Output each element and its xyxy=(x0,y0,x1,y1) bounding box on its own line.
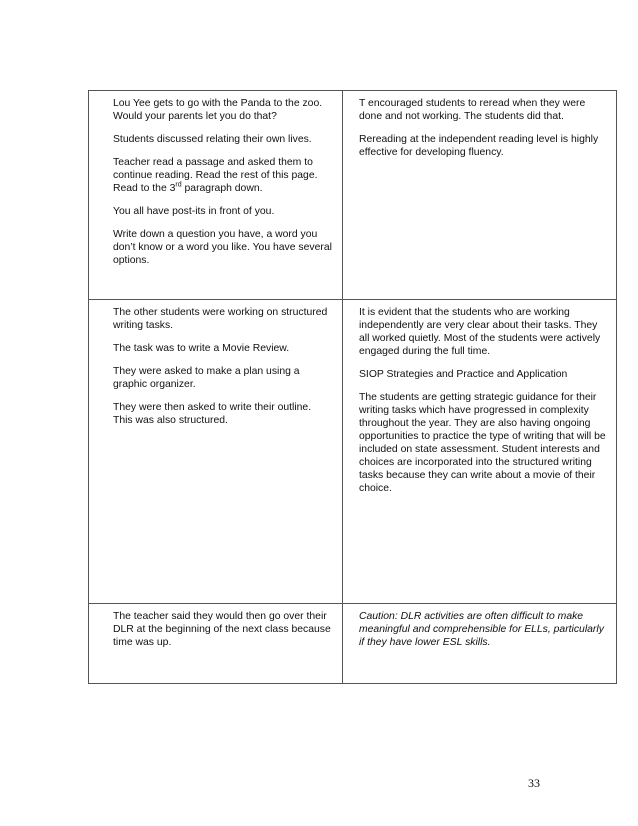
ordinal-suffix: rd xyxy=(175,181,182,189)
observation-notes-table xyxy=(88,90,617,684)
note-paragraph: The task was to write a Movie Review. xyxy=(113,343,290,354)
page-number: 33 xyxy=(528,776,540,790)
note-text: paragraph down. xyxy=(181,183,263,194)
note-paragraph: Lou Yee gets to go with the Panda to the zoo. Would your parents let you do that? xyxy=(113,98,323,122)
caution-note: Caution: DLR activities are often difficult to make meaningful and comprehensible for ELLs, particularly if they have lower ESL skills. xyxy=(359,611,604,648)
note-paragraph: Write down a question you have, a word you don’t know or a word you like. You have several options. xyxy=(113,229,332,266)
observation-cell xyxy=(89,604,343,684)
comment-paragraph: T encouraged students to reread when they were done and not working. The students did that. xyxy=(359,98,586,122)
note-text: Teacher read a passage and asked them to continue reading. Read the rest of this page. Read to the 3 xyxy=(113,157,318,194)
comment-paragraph: The students are getting strategic guidance for their writing tasks which have progressed in complexity throughout the year. They are also having ongoing opportunities to practice the type of writing that will be included on state assessment. Student interests and choices are incorporated into the structured writing tasks because they can write about a movie of their choice. xyxy=(359,392,606,494)
note-paragraph: The other students were working on structured writing tasks. xyxy=(113,307,328,331)
note-paragraph: Students discussed relating their own lives. xyxy=(113,134,312,145)
commentary-cell xyxy=(343,604,617,684)
note-paragraph: The teacher said they would then go over their DLR at the beginning of the next class because time was up. xyxy=(113,611,331,648)
note-paragraph xyxy=(113,156,333,195)
comment-paragraph: SIOP Strategies and Practice and Application xyxy=(359,369,568,380)
observation-cell xyxy=(89,91,343,300)
note-paragraph: They were then asked to write their outline. This was also structured. xyxy=(113,402,312,426)
note-paragraph: You all have post-its in front of you. xyxy=(113,206,275,217)
commentary-cell xyxy=(343,300,617,604)
note-paragraph: They were asked to make a plan using a graphic organizer. xyxy=(113,366,300,390)
comment-paragraph: It is evident that the students who are working independently are very clear about their tasks. They all worked quietly. Most of the students were actively engaged during the full time. xyxy=(359,307,601,357)
observation-cell xyxy=(89,300,343,604)
comment-paragraph: Rereading at the independent reading level is highly effective for developing fluency. xyxy=(359,134,599,158)
table-row xyxy=(89,91,617,300)
table-row xyxy=(89,300,617,604)
commentary-cell xyxy=(343,91,617,300)
table-row xyxy=(89,604,617,684)
